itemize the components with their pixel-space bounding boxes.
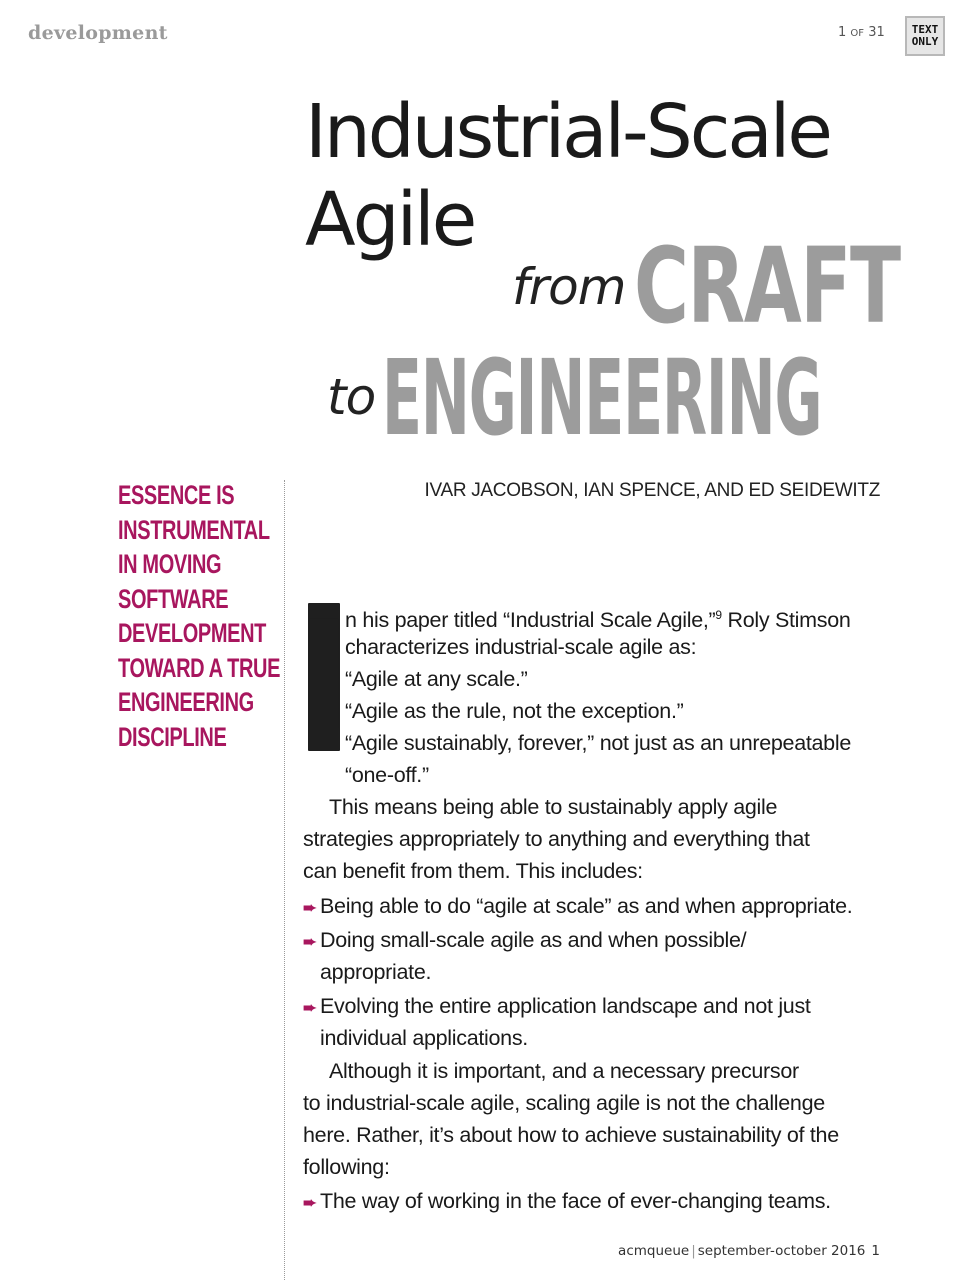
list-item-text: Doing small-scale agile as and when possible/ <box>320 928 747 952</box>
text-only-button[interactable] <box>905 16 945 56</box>
list-item <box>303 924 746 959</box>
title-engineering: ENGINEERING <box>382 337 822 459</box>
pullquote-line: IN MOVING <box>118 549 222 579</box>
arrow-bullet-icon: ➨ <box>303 1000 317 1017</box>
arrow-bullet-icon: ➨ <box>303 1195 317 1212</box>
pullquote-line: DISCIPLINE <box>118 721 227 752</box>
column-divider <box>284 480 285 1280</box>
pullquote-line: ESSENCE IS <box>118 480 235 510</box>
body-line: strategies appropriately to anything and everything that <box>303 827 810 851</box>
arrow-bullet-icon: ➨ <box>303 934 317 951</box>
title-to: to <box>327 368 376 426</box>
pullquote <box>118 478 281 754</box>
section-label: development <box>28 22 168 44</box>
body-line: “Agile as the rule, not the exception.” <box>345 699 684 723</box>
footer-issue: september-october 2016 <box>697 1243 866 1259</box>
footer-separator: | <box>691 1243 696 1259</box>
list-item-text: The way of working in the face of ever-changing teams. <box>320 1189 831 1213</box>
title-from: from <box>512 258 626 316</box>
pullquote-line: TOWARD A TRUE <box>118 652 281 683</box>
body-line: “Agile sustainably, forever,” not just as an unrepeatable <box>345 731 851 755</box>
footer-page-number: 1 <box>871 1243 880 1259</box>
body-line: characterizes industrial-scale agile as: <box>345 635 697 659</box>
pullquote-line: SOFTWARE <box>118 583 229 614</box>
list-item-text: Evolving the entire application landscape and not just <box>320 994 811 1018</box>
title-line-1: Industrial-Scale <box>305 89 830 175</box>
list-item <box>303 890 852 925</box>
page-current: 1 <box>838 25 847 40</box>
body-line: to industrial-scale agile, scaling agile is not the challenge <box>303 1091 825 1115</box>
pullquote-line: DEVELOPMENT <box>118 618 267 648</box>
list-item-continuation: individual applications. <box>320 1026 528 1050</box>
title-craft: CRAFT <box>634 225 900 347</box>
body-line: Although it is important, and a necessary precursor <box>329 1059 799 1083</box>
arrow-bullet-icon: ➨ <box>303 900 317 917</box>
body-line: here. Rather, it’s about how to achieve sustainability of the <box>303 1123 839 1147</box>
pullquote-line: ENGINEERING <box>118 687 254 717</box>
page-total: 31 <box>868 25 885 40</box>
body-text-run: Roly Stimson <box>721 608 851 633</box>
body-line: This means being able to sustainably apply agile <box>329 795 778 819</box>
page-footer <box>618 1243 880 1259</box>
pullquote-line: INSTRUMENTAL <box>118 514 270 545</box>
body-line: can benefit from them. This includes: <box>303 859 643 883</box>
drop-cap <box>296 590 352 764</box>
list-item <box>303 1185 831 1220</box>
page-counter <box>838 25 885 40</box>
title-line-2: Agile <box>305 177 475 263</box>
body-line: “Agile at any scale.” <box>345 667 528 691</box>
body-line: following: <box>303 1155 390 1179</box>
list-item-text: Being able to do “agile at scale” as and when appropriate. <box>320 894 853 918</box>
citation-ref[interactable]: 9 <box>715 608 722 622</box>
drop-cap-letter: I <box>296 590 352 764</box>
list-item <box>303 990 811 1025</box>
body-line: “one-off.” <box>345 763 429 787</box>
list-item-continuation: appropriate. <box>320 960 432 984</box>
page-of: OF <box>850 28 865 39</box>
body-text-run: n his paper titled “Industrial Scale Agile,” <box>345 608 716 633</box>
footer-publication: acmqueue <box>618 1243 690 1259</box>
text-only-label: TEXT ONLY <box>911 23 939 48</box>
byline: IVAR JACOBSON, IAN SPENCE, AND ED SEIDEWITZ <box>424 480 880 501</box>
